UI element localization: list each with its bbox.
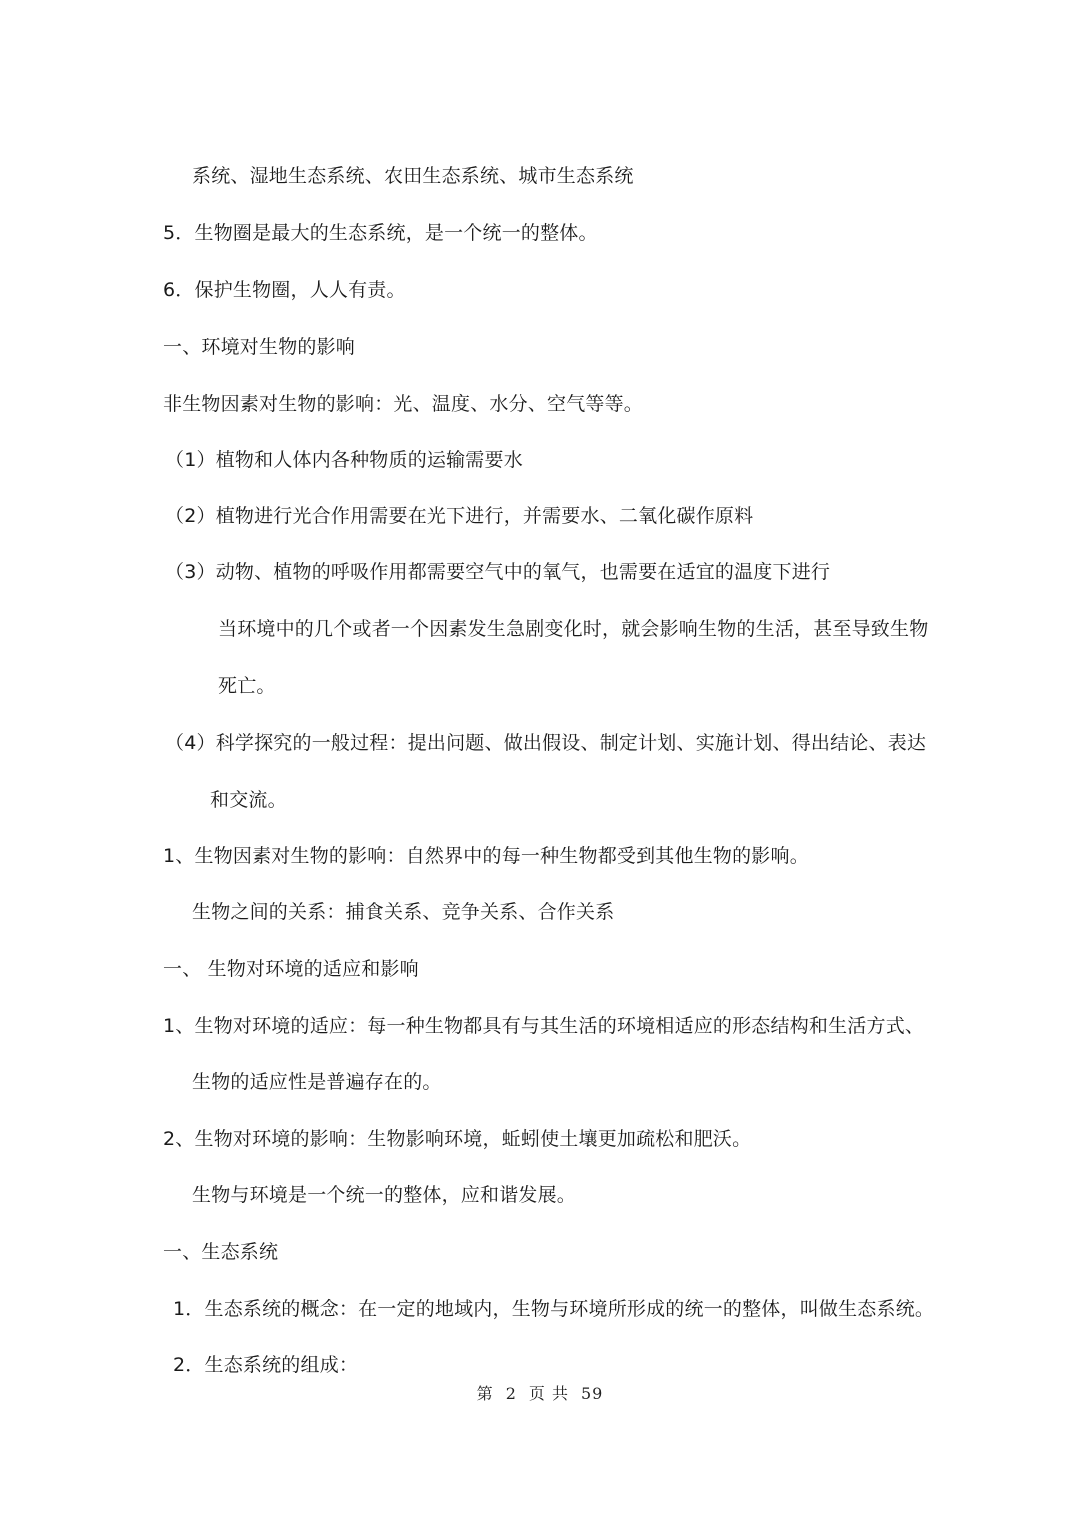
text-line: 1、生物因素对生物的影响：自然界中的每一种生物都受到其他生物的影响。 <box>163 845 809 867</box>
list-item: （3）动物、植物的呼吸作用都需要空气中的氧气，也需要在适宜的温度下进行 <box>165 561 831 583</box>
text-line: 死亡。 <box>218 675 276 697</box>
total-pages: 59 <box>580 1384 604 1403</box>
list-item: （2）植物进行光合作用需要在光下进行，并需要水、二氧化碳作原料 <box>165 505 754 527</box>
list-item: 1．生态系统的概念：在一定的地域内，生物与环境所形成的统一的整体，叫做生态系统。 <box>173 1298 935 1320</box>
text-line: 非生物因素对生物的影响：光、温度、水分、空气等等。 <box>163 393 644 415</box>
footer-middle: 页 共 <box>528 1384 569 1403</box>
page-footer <box>0 1382 1080 1406</box>
section-heading: 一、生态系统 <box>163 1241 279 1263</box>
text-line: 6．保护生物圈，人人有责。 <box>163 279 406 301</box>
text-line: 5．生物圈是最大的生态系统，是一个统一的整体。 <box>163 222 598 244</box>
text-line: 2、生物对环境的影响：生物影响环境，蚯蚓使土壤更加疏松和肥沃。 <box>163 1128 752 1150</box>
text-line: 当环境中的几个或者一个因素发生急剧变化时，就会影响生物的生活，甚至导致生物 <box>218 618 929 640</box>
footer-prefix: 第 <box>476 1384 494 1403</box>
text-line: 和交流。 <box>210 789 287 811</box>
list-item: （1）植物和人体内各种物质的运输需要水 <box>165 449 523 471</box>
text-line: 1、生物对环境的适应：每一种生物都具有与其生活的环境相适应的形态结构和生活方式、 <box>163 1015 925 1037</box>
section-heading: 一、环境对生物的影响 <box>163 336 356 358</box>
text-line: 系统、湿地生态系统、农田生态系统、城市生态系统 <box>192 165 634 187</box>
text-line: 生物与环境是一个统一的整体，应和谐发展。 <box>192 1184 577 1206</box>
text-line: 生物之间的关系：捕食关系、竞争关系、合作关系 <box>192 901 615 923</box>
list-item: 2．生态系统的组成： <box>173 1354 359 1376</box>
text-line: 生物的适应性是普遍存在的。 <box>192 1071 442 1093</box>
list-item: （4）科学探究的一般过程：提出问题、做出假设、制定计划、实施计划、得出结论、表达 <box>165 732 927 754</box>
section-heading: 一、 生物对环境的适应和影响 <box>163 958 419 980</box>
page-number: 2 <box>505 1384 517 1403</box>
